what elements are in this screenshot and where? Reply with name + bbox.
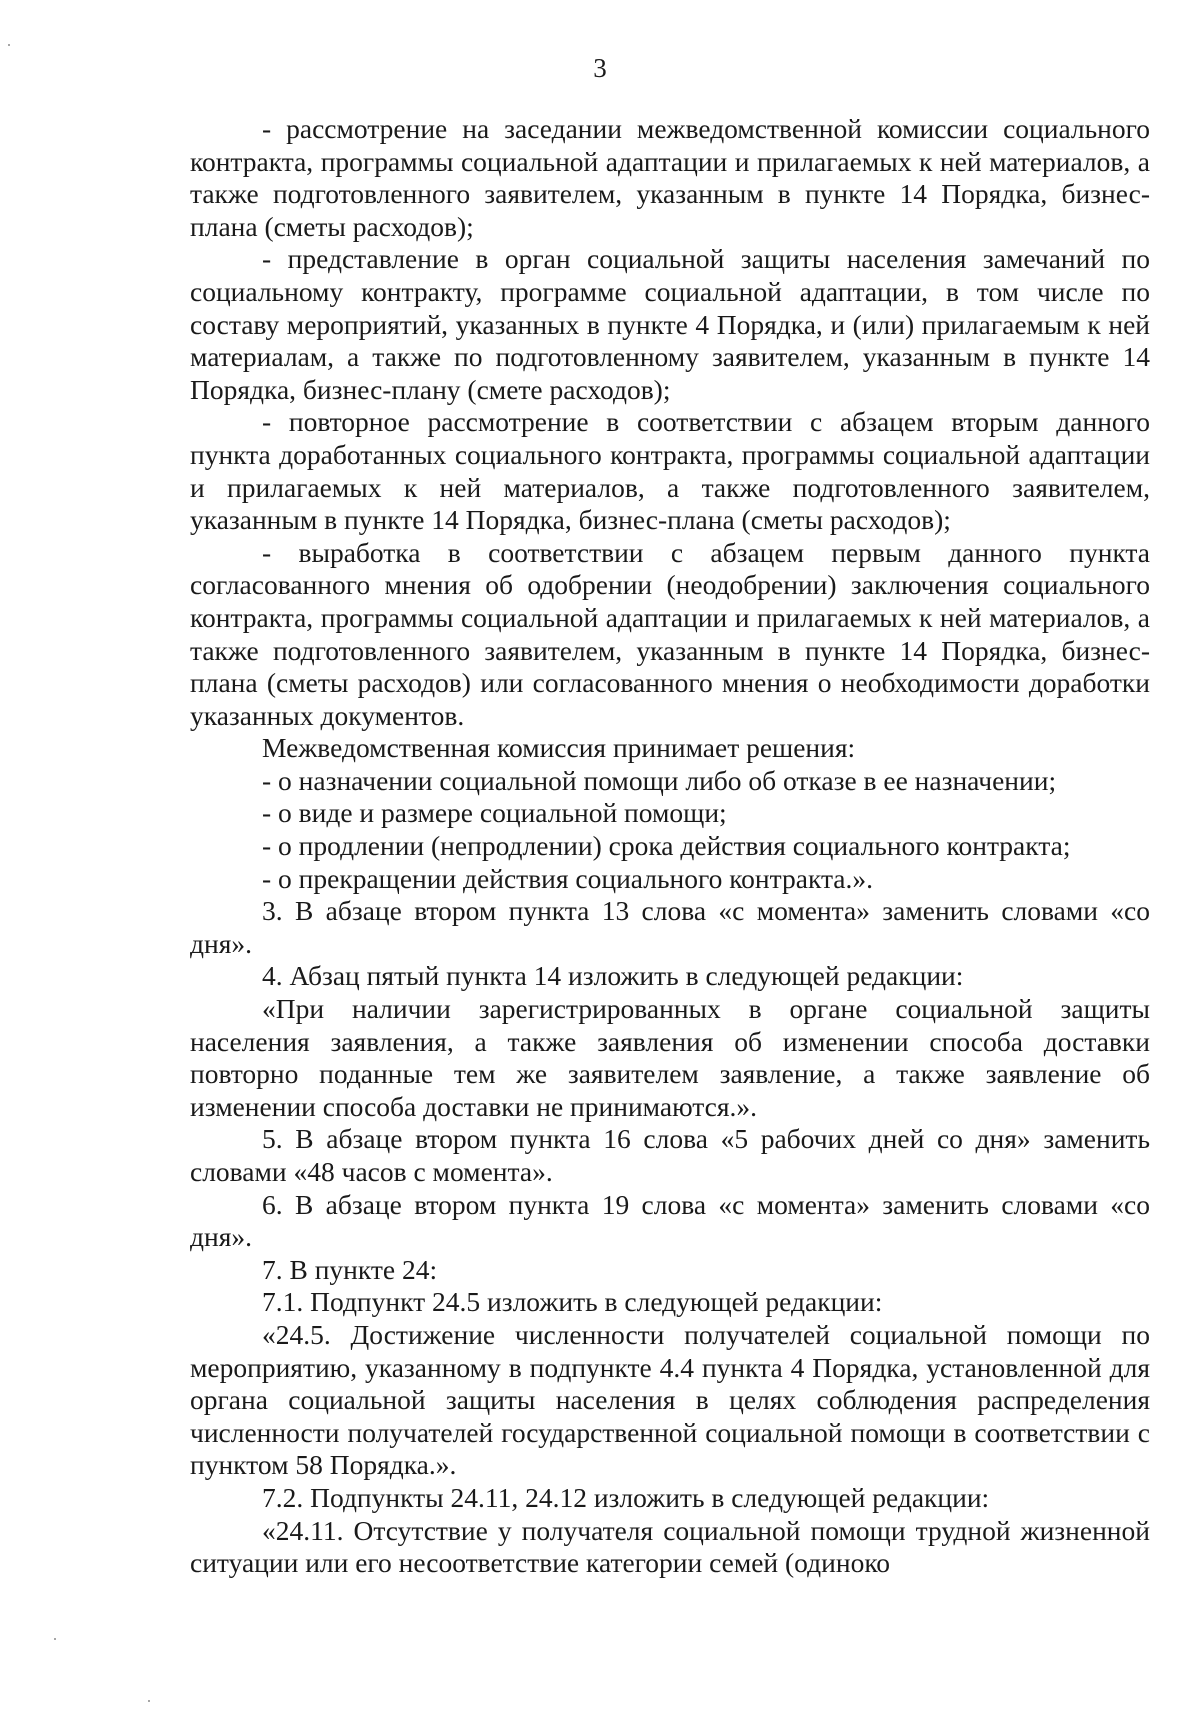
paragraph: «24.11. Отсутствие у получателя социальной помощи трудной жизненной ситуации или его несоответствие категории семей (одиноко (190, 1514, 1150, 1579)
paragraph: - рассмотрение на заседании межведомственной комиссии социального контракта, программы социальной адаптации и прилагаемых к ней материалов, а также подготовленного заявителем, указанным в пункте 14 Порядка, бизнес-плана (сметы расходов); (190, 113, 1150, 242)
paragraph: - выработка в соответствии с абзацем первым данного пункта согласованного мнения об одобрении (неодобрении) заключения социального контракта, программы социальной адаптации и прилагаемых к ней материалов, а также подготовленного заявителем, указанным в пункте 14 Порядка, бизнес-плана (сметы расходов) или согласованного мнения о необходимости доработки указанных документов. (190, 536, 1150, 731)
paragraph: Межведомственная комиссия принимает решения: (262, 732, 856, 764)
paragraph: - о прекращении действия социального контракта.». (262, 862, 874, 894)
scan-speck (8, 44, 10, 46)
paragraph: 7. В пункте 24: (262, 1253, 438, 1285)
paragraph: «При наличии зарегистрированных в органе социальной защиты населения заявления, а также заявления об изменении способа доставки повторно поданные тем же заявителем заявление, а также заявление об изменении способа доставки не принимаются.». (190, 993, 1150, 1122)
paragraph: 7.2. Подпункты 24.11, 24.12 изложить в следующей редакции: (262, 1481, 990, 1513)
paragraph: - о виде и размере социальной помощи; (262, 797, 727, 829)
paragraph: 3. В абзаце втором пункта 13 слова «с момента» заменить словами «со дня». (190, 895, 1150, 959)
paragraph: - повторное рассмотрение в соответствии с абзацем вторым данного пункта доработанных социального контракта, программы социальной адаптации и прилагаемых к ней материалов, а также подготовленного заявителем, указанным в пункте 14 Порядка, бизнес-плана (сметы расходов); (190, 406, 1150, 536)
paragraph: - представление в орган социальной защиты населения замечаний по социальному контракту, программе социальной адаптации, в том числе по составу мероприятий, указанных в пункте 4 Порядка, и (или) прилагаемым к ней материалам, а также по подготовленному заявителем, указанным в пункте 14 Порядка, бизнес-плану (смете расходов); (190, 243, 1150, 405)
paragraph: - о назначении социальной помощи либо об отказе в ее назначении; (262, 764, 1057, 796)
document-body (190, 113, 1150, 1580)
paragraph: 4. Абзац пятый пункта 14 изложить в следующей редакции: (262, 960, 964, 992)
paragraph: «24.5. Достижение численности получателей социальной помощи по мероприятию, указанному в подпункте 4.4 пункта 4 Порядка, установленной для органа социальной защиты населения в целях соблюдения распределения численности получателей государственной социальной помощи в соответствии с пунктом 58 Порядка.». (190, 1318, 1150, 1481)
scan-speck (148, 1700, 150, 1702)
page-number: 3 (593, 53, 607, 83)
paragraph: - о продлении (непродлении) срока действия социального контракта; (262, 830, 1071, 862)
paragraph: 5. В абзаце втором пункта 16 слова «5 рабочих дней со дня» заменить словами «48 часов с момента». (190, 1123, 1150, 1187)
paragraph: 6. В абзаце втором пункта 19 слова «с момента» заменить словами «со дня». (190, 1188, 1150, 1253)
paragraph: 7.1. Подпункт 24.5 изложить в следующей редакции: (262, 1286, 883, 1318)
scan-speck (54, 1638, 56, 1640)
